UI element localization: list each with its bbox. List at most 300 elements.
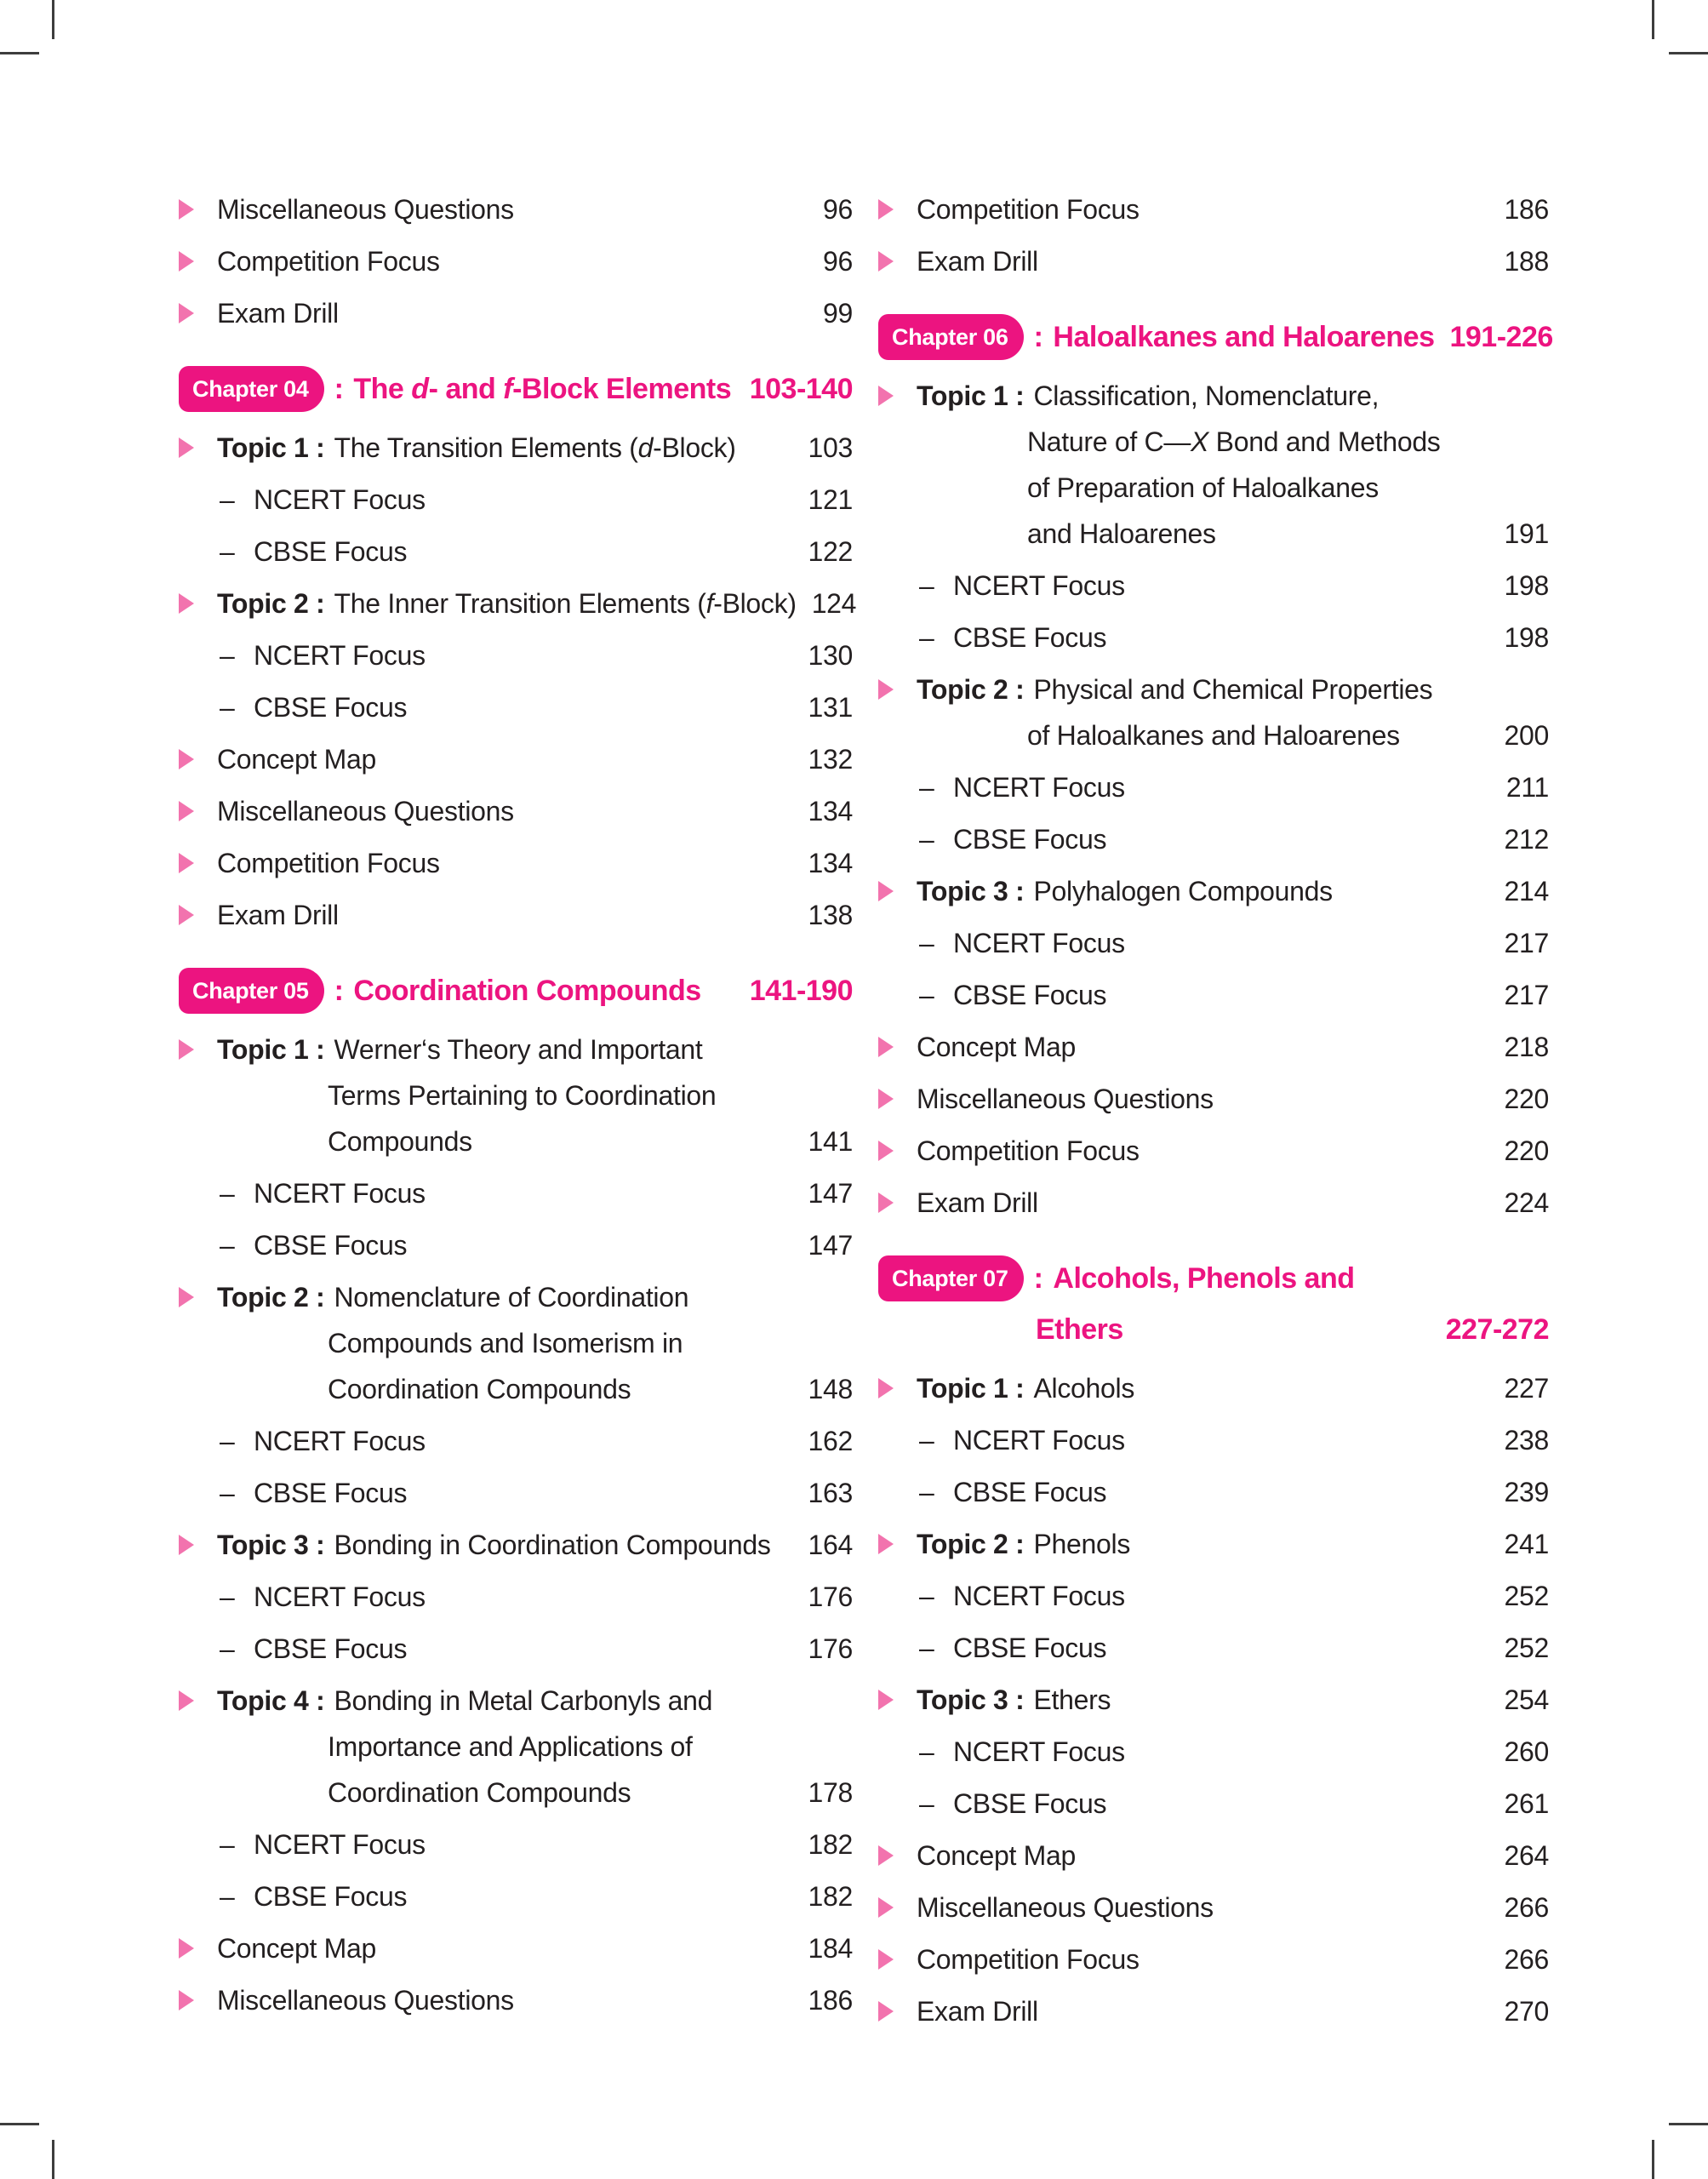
topic-label: Topic 1 : bbox=[917, 380, 1025, 411]
toc-entry bbox=[878, 186, 1549, 232]
entry-label: Competition Focus bbox=[217, 848, 440, 878]
toc-row bbox=[179, 632, 853, 678]
page-number: 224 bbox=[1504, 1187, 1549, 1218]
toc-row bbox=[878, 1625, 1549, 1671]
toc-entry bbox=[179, 1925, 853, 1971]
dash-icon: – bbox=[919, 1788, 934, 1819]
dash-icon: – bbox=[220, 640, 235, 671]
chapter-page-range: 227-272 bbox=[1445, 1313, 1549, 1346]
toc-subentry bbox=[179, 1626, 853, 1672]
toc-row bbox=[878, 816, 1549, 862]
page-number: 164 bbox=[808, 1530, 853, 1560]
toc-row bbox=[878, 1936, 1549, 1982]
topic-line bbox=[179, 1320, 853, 1366]
text-segment: of Haloalkanes and Haloarenes bbox=[1027, 720, 1400, 751]
toc-row bbox=[179, 788, 853, 834]
topic-label: Topic 3 : bbox=[217, 1530, 325, 1560]
text-segment: Coordination Compounds bbox=[353, 975, 701, 1007]
bullet-triangle-icon bbox=[878, 199, 894, 220]
text-segment: Alcohols bbox=[1033, 1373, 1135, 1404]
toc-subentry bbox=[878, 1417, 1549, 1463]
bullet-triangle-icon bbox=[179, 1535, 194, 1555]
toc-topic bbox=[878, 373, 1549, 557]
dash-icon: – bbox=[220, 1829, 235, 1860]
page-number: 141 bbox=[808, 1126, 853, 1157]
dash-icon: – bbox=[220, 1178, 235, 1209]
text-segment: d bbox=[411, 373, 429, 405]
page-number: 138 bbox=[808, 900, 853, 930]
text-segment: Terms Pertaining to Coordination bbox=[328, 1080, 717, 1111]
toc-row bbox=[179, 1418, 853, 1464]
dash-icon: – bbox=[919, 1633, 934, 1663]
topic-text bbox=[334, 1274, 689, 1320]
entry-label: NCERT Focus bbox=[953, 1736, 1125, 1767]
chapter-line bbox=[179, 363, 853, 415]
text-segment: Ethers bbox=[1033, 1684, 1111, 1715]
chapter-heading bbox=[179, 965, 853, 1016]
page-number: 191 bbox=[1504, 518, 1549, 549]
text-segment: Compounds and Isomerism in bbox=[328, 1328, 683, 1358]
toc-entry bbox=[878, 1128, 1549, 1174]
toc-row bbox=[179, 840, 853, 886]
chapter-badge: Chapter 07 bbox=[878, 1255, 1024, 1301]
toc-row bbox=[179, 684, 853, 730]
entry-label: CBSE Focus bbox=[953, 1788, 1107, 1819]
page-number: 186 bbox=[1504, 194, 1549, 225]
text-segment: Polyhalogen Compounds bbox=[1033, 876, 1333, 906]
toc-topic bbox=[179, 1678, 853, 1816]
toc-column-right bbox=[878, 186, 1553, 2040]
chapter-page-range: 141-190 bbox=[749, 975, 853, 1007]
page-number: 220 bbox=[1504, 1084, 1549, 1114]
dash-icon: – bbox=[919, 1425, 934, 1456]
toc-subentry bbox=[179, 529, 853, 575]
toc-row bbox=[878, 615, 1549, 661]
topic-label: Topic 2 : bbox=[217, 588, 325, 619]
page-number: 130 bbox=[808, 640, 853, 671]
dash-icon: – bbox=[220, 1426, 235, 1456]
chapter-line bbox=[878, 312, 1553, 363]
toc-entry bbox=[878, 1884, 1549, 1930]
entry-label: Competition Focus bbox=[217, 246, 440, 277]
entry-label: CBSE Focus bbox=[953, 980, 1107, 1010]
bullet-triangle-icon bbox=[878, 1845, 894, 1866]
topic-line bbox=[878, 868, 1549, 914]
chapter-title bbox=[353, 965, 700, 1016]
topic-line bbox=[878, 712, 1549, 758]
dash-icon: – bbox=[220, 692, 235, 723]
page-number: 162 bbox=[808, 1426, 853, 1456]
toc-row bbox=[878, 1469, 1549, 1515]
page-number: 131 bbox=[808, 692, 853, 723]
toc-topic bbox=[878, 868, 1549, 914]
topic-line bbox=[179, 580, 857, 626]
toc-row bbox=[878, 1781, 1549, 1827]
topic-text bbox=[1034, 868, 1333, 914]
toc-entry bbox=[878, 1833, 1549, 1879]
text-segment: Bond and Methods bbox=[1208, 426, 1441, 457]
topic-line bbox=[179, 1072, 853, 1118]
topic-line bbox=[878, 1521, 1549, 1567]
bullet-triangle-icon bbox=[179, 251, 194, 272]
text-segment: Haloalkanes and Haloarenes bbox=[1053, 321, 1435, 353]
topic-label: Topic 2 : bbox=[917, 674, 1025, 705]
text-segment: The Inner Transition Elements ( bbox=[334, 588, 706, 619]
toc-row bbox=[878, 1417, 1549, 1463]
bullet-triangle-icon bbox=[878, 1192, 894, 1213]
toc-subentry bbox=[878, 563, 1549, 609]
text-segment: Compounds bbox=[328, 1126, 472, 1157]
entry-label: CBSE Focus bbox=[953, 1477, 1107, 1507]
bullet-triangle-icon bbox=[179, 303, 194, 323]
chapter-title bbox=[353, 363, 731, 415]
crop-mark-bottom-left-horizontal bbox=[0, 2123, 39, 2125]
toc-row bbox=[179, 892, 853, 938]
toc-topic bbox=[179, 1274, 853, 1412]
toc-subentry bbox=[179, 1222, 853, 1268]
topic-text bbox=[1034, 373, 1380, 419]
bullet-triangle-icon bbox=[179, 801, 194, 821]
bullet-triangle-icon bbox=[878, 881, 894, 901]
entry-label: Competition Focus bbox=[917, 1135, 1140, 1166]
entry-label: Exam Drill bbox=[217, 298, 339, 329]
toc-topic bbox=[878, 1365, 1549, 1411]
toc-entry bbox=[179, 892, 853, 938]
entry-label: CBSE Focus bbox=[953, 824, 1107, 855]
toc-row bbox=[179, 1822, 853, 1867]
page-number: 270 bbox=[1504, 1996, 1549, 2027]
toc-entry bbox=[179, 736, 853, 782]
chapter-title bbox=[1053, 312, 1434, 363]
entry-label: Concept Map bbox=[217, 1933, 377, 1964]
topic-text bbox=[328, 1724, 693, 1770]
page-number: 148 bbox=[808, 1374, 853, 1404]
page-number: 96 bbox=[823, 246, 853, 277]
toc-row bbox=[878, 1833, 1549, 1879]
text-segment: Coordination Compounds bbox=[328, 1374, 631, 1404]
text-segment: Physical and Chemical Properties bbox=[1033, 674, 1433, 705]
entry-label: Miscellaneous Questions bbox=[917, 1892, 1214, 1923]
page-number: 217 bbox=[1504, 980, 1549, 1010]
page-number: 266 bbox=[1504, 1944, 1549, 1975]
chapter-heading bbox=[878, 312, 1553, 363]
toc-entry bbox=[878, 1936, 1549, 1982]
entry-label: Concept Map bbox=[917, 1032, 1077, 1062]
toc-subentry bbox=[878, 972, 1549, 1018]
toc-row bbox=[179, 186, 853, 232]
page-number: 134 bbox=[808, 796, 853, 826]
text-segment: f bbox=[705, 588, 714, 619]
dash-icon: – bbox=[919, 1736, 934, 1767]
dash-icon: – bbox=[220, 484, 235, 515]
toc-topic bbox=[179, 1027, 853, 1164]
text-segment: Werner‘s Theory and Important bbox=[334, 1034, 703, 1065]
toc-entry bbox=[179, 186, 853, 232]
chapter-heading bbox=[878, 1253, 1549, 1355]
page-number: 176 bbox=[808, 1581, 853, 1612]
page-number: 134 bbox=[808, 848, 853, 878]
page-number: 220 bbox=[1504, 1135, 1549, 1166]
entry-label: NCERT Focus bbox=[254, 1178, 426, 1209]
entry-label: CBSE Focus bbox=[254, 1478, 408, 1508]
chapter-badge: Chapter 06 bbox=[878, 314, 1024, 360]
toc-row bbox=[878, 563, 1549, 609]
topic-line bbox=[179, 1770, 853, 1816]
bullet-triangle-icon bbox=[878, 1949, 894, 1970]
chapter-separator: : bbox=[334, 975, 344, 1007]
topic-line bbox=[878, 1677, 1549, 1723]
entry-label: Concept Map bbox=[217, 744, 377, 775]
toc-subentry bbox=[878, 1469, 1549, 1515]
chapter-separator: : bbox=[1033, 1262, 1043, 1295]
toc-entry bbox=[878, 1024, 1549, 1070]
dash-icon: – bbox=[919, 980, 934, 1010]
toc-topic bbox=[878, 1677, 1549, 1723]
bullet-triangle-icon bbox=[179, 1690, 194, 1711]
page-number: 214 bbox=[1504, 876, 1549, 906]
toc-row bbox=[878, 1884, 1549, 1930]
entry-label: NCERT Focus bbox=[254, 1426, 426, 1456]
entry-label: NCERT Focus bbox=[254, 640, 426, 671]
page-number: 99 bbox=[823, 298, 853, 329]
toc-subentry bbox=[878, 1625, 1549, 1671]
chapter-line bbox=[878, 1304, 1549, 1355]
text-segment: and Haloarenes bbox=[1027, 518, 1216, 549]
topic-line bbox=[179, 1274, 853, 1320]
page-number: 261 bbox=[1504, 1788, 1549, 1819]
page-number: 184 bbox=[808, 1933, 853, 1964]
entry-label: NCERT Focus bbox=[953, 1425, 1125, 1456]
toc-row bbox=[179, 1222, 853, 1268]
topic-line bbox=[878, 373, 1549, 419]
chapter-heading bbox=[179, 363, 853, 415]
toc-row bbox=[179, 1925, 853, 1971]
toc-row bbox=[179, 736, 853, 782]
toc-subentry bbox=[878, 1781, 1549, 1827]
topic-text bbox=[1034, 1677, 1111, 1723]
topic-text bbox=[334, 1027, 703, 1072]
toc-row bbox=[179, 1574, 853, 1620]
toc-subentry bbox=[878, 1573, 1549, 1619]
page-number: 218 bbox=[1504, 1032, 1549, 1062]
bullet-triangle-icon bbox=[179, 749, 194, 769]
entry-label: Competition Focus bbox=[917, 194, 1140, 225]
text-segment: of Preparation of Haloalkanes bbox=[1027, 472, 1379, 503]
entry-label: Exam Drill bbox=[917, 246, 1038, 277]
dash-icon: – bbox=[220, 1230, 235, 1261]
toc-subentry bbox=[179, 1170, 853, 1216]
dash-icon: – bbox=[220, 1881, 235, 1912]
chapter-page-range: 103-140 bbox=[749, 373, 853, 405]
text-segment: X bbox=[1191, 426, 1209, 457]
crop-mark-top-right-horizontal bbox=[1669, 52, 1708, 54]
entry-label: NCERT Focus bbox=[953, 928, 1125, 958]
topic-label: Topic 3 : bbox=[917, 1684, 1025, 1715]
toc-subentry bbox=[878, 764, 1549, 810]
entry-label: Miscellaneous Questions bbox=[217, 796, 514, 826]
toc-subentry bbox=[179, 1470, 853, 1516]
topic-line bbox=[179, 1678, 853, 1724]
topic-line bbox=[179, 1027, 853, 1072]
dash-icon: – bbox=[919, 622, 934, 653]
text-segment: d bbox=[637, 432, 654, 463]
toc-subentry bbox=[179, 684, 853, 730]
text-segment: f bbox=[503, 373, 513, 405]
entry-label: Miscellaneous Questions bbox=[217, 1985, 514, 2016]
page-number: 182 bbox=[808, 1829, 853, 1860]
text-segment: Phenols bbox=[1033, 1529, 1131, 1559]
page-number: 217 bbox=[1504, 928, 1549, 958]
topic-line bbox=[179, 1118, 853, 1164]
text-segment: -Block) bbox=[653, 432, 736, 463]
page-number: 186 bbox=[808, 1985, 853, 2016]
dash-icon: – bbox=[919, 824, 934, 855]
bullet-triangle-icon bbox=[179, 1938, 194, 1959]
crop-mark-top-left-horizontal bbox=[0, 52, 39, 54]
toc-subentry bbox=[179, 1574, 853, 1620]
page-number: 103 bbox=[808, 432, 853, 463]
topic-label: Topic 1 : bbox=[917, 1373, 1025, 1404]
chapter-separator: : bbox=[334, 373, 344, 405]
topic-text bbox=[1027, 511, 1216, 557]
topic-line bbox=[878, 1365, 1549, 1411]
page-number: 254 bbox=[1504, 1684, 1549, 1715]
topic-text bbox=[334, 1678, 713, 1724]
toc-row bbox=[878, 1573, 1549, 1619]
bullet-triangle-icon bbox=[179, 905, 194, 925]
page-number: 176 bbox=[808, 1633, 853, 1664]
toc-row bbox=[179, 1873, 853, 1919]
entry-label: CBSE Focus bbox=[953, 1633, 1107, 1663]
toc-subentry bbox=[179, 1873, 853, 1919]
entry-label: Exam Drill bbox=[917, 1187, 1038, 1218]
topic-label: Topic 4 : bbox=[217, 1685, 325, 1716]
chapter-line bbox=[878, 1253, 1549, 1304]
chapter-line bbox=[179, 965, 853, 1016]
text-segment: -Block) bbox=[713, 588, 797, 619]
entry-label: NCERT Focus bbox=[953, 772, 1125, 803]
page-number: 163 bbox=[808, 1478, 853, 1508]
toc-row bbox=[878, 1988, 1549, 2034]
page-number: 147 bbox=[808, 1178, 853, 1209]
topic-line bbox=[878, 666, 1549, 712]
entry-label: Miscellaneous Questions bbox=[217, 194, 514, 225]
toc-row bbox=[878, 1180, 1549, 1226]
text-segment: Importance and Applications of bbox=[328, 1731, 693, 1762]
topic-text bbox=[334, 1522, 771, 1568]
toc-entry bbox=[179, 290, 853, 336]
toc-subentry bbox=[179, 477, 853, 523]
crop-mark-bottom-right-horizontal bbox=[1669, 2123, 1708, 2125]
crop-mark-top-left-vertical bbox=[52, 0, 54, 39]
entry-label: CBSE Focus bbox=[254, 1633, 408, 1664]
bullet-triangle-icon bbox=[179, 1287, 194, 1307]
topic-line bbox=[179, 1724, 853, 1770]
text-segment: -Block Elements bbox=[512, 373, 732, 405]
toc-column-left bbox=[179, 186, 857, 2029]
bullet-triangle-icon bbox=[878, 1897, 894, 1918]
bullet-triangle-icon bbox=[179, 438, 194, 458]
dash-icon: – bbox=[220, 1581, 235, 1612]
toc-subentry bbox=[878, 920, 1549, 966]
entry-label: Miscellaneous Questions bbox=[917, 1084, 1214, 1114]
page-number: 147 bbox=[808, 1230, 853, 1261]
page-number: 264 bbox=[1504, 1840, 1549, 1871]
bullet-triangle-icon bbox=[179, 199, 194, 220]
page-number: 188 bbox=[1504, 246, 1549, 277]
topic-label: Topic 1 : bbox=[217, 1034, 325, 1065]
bullet-triangle-icon bbox=[878, 1141, 894, 1161]
page-number: 200 bbox=[1504, 720, 1549, 751]
topic-line bbox=[878, 465, 1549, 511]
chapter-title bbox=[1036, 1304, 1123, 1355]
bullet-triangle-icon bbox=[179, 1990, 194, 2010]
dash-icon: – bbox=[220, 1478, 235, 1508]
text-segment: - and bbox=[428, 373, 504, 405]
toc-entry bbox=[179, 238, 853, 284]
entry-label: CBSE Focus bbox=[254, 536, 408, 567]
toc-row bbox=[878, 186, 1549, 232]
topic-text bbox=[1034, 666, 1433, 712]
dash-icon: – bbox=[919, 772, 934, 803]
text-segment: Nature of C— bbox=[1027, 426, 1191, 457]
toc-entry bbox=[878, 1076, 1549, 1122]
toc-subentry bbox=[878, 816, 1549, 862]
page-number: 238 bbox=[1504, 1425, 1549, 1456]
page-number: 122 bbox=[808, 536, 853, 567]
page-number: 178 bbox=[808, 1777, 853, 1808]
toc-row bbox=[878, 1076, 1549, 1122]
bullet-triangle-icon bbox=[179, 853, 194, 873]
bullet-triangle-icon bbox=[878, 1037, 894, 1057]
topic-text bbox=[328, 1320, 683, 1366]
topic-text bbox=[1027, 712, 1400, 758]
page-number: 96 bbox=[823, 194, 853, 225]
page-number: 252 bbox=[1504, 1581, 1549, 1611]
text-segment: Bonding in Coordination Compounds bbox=[334, 1530, 771, 1560]
page-number: 227 bbox=[1504, 1373, 1549, 1404]
toc-subentry bbox=[179, 1822, 853, 1867]
text-segment: Alcohols, Phenols and bbox=[1053, 1262, 1355, 1295]
topic-label: Topic 2 : bbox=[917, 1529, 1025, 1559]
text-segment: Bonding in Metal Carbonyls and bbox=[334, 1685, 713, 1716]
text-segment: The Transition Elements ( bbox=[334, 432, 638, 463]
bullet-triangle-icon bbox=[878, 1378, 894, 1398]
page-number: 124 bbox=[811, 588, 857, 619]
dash-icon: – bbox=[919, 570, 934, 601]
entry-label: NCERT Focus bbox=[254, 1829, 426, 1860]
toc-entry bbox=[878, 238, 1549, 284]
dash-icon: – bbox=[220, 536, 235, 567]
page-number: 239 bbox=[1504, 1477, 1549, 1507]
chapter-badge: Chapter 04 bbox=[179, 366, 324, 412]
dash-icon: – bbox=[220, 1633, 235, 1664]
page-number: 266 bbox=[1504, 1892, 1549, 1923]
topic-text bbox=[328, 1072, 716, 1118]
chapter-title bbox=[1053, 1253, 1354, 1304]
toc-entry bbox=[179, 788, 853, 834]
entry-label: Exam Drill bbox=[917, 1996, 1038, 2027]
crop-mark-top-right-vertical bbox=[1652, 0, 1654, 39]
bullet-triangle-icon bbox=[878, 679, 894, 700]
topic-line bbox=[878, 511, 1549, 557]
topic-text bbox=[328, 1118, 472, 1164]
bullet-triangle-icon bbox=[878, 1089, 894, 1109]
bullet-triangle-icon bbox=[878, 1534, 894, 1554]
toc-row bbox=[878, 1024, 1549, 1070]
topic-text bbox=[1027, 465, 1379, 511]
toc-subentry bbox=[878, 1729, 1549, 1775]
